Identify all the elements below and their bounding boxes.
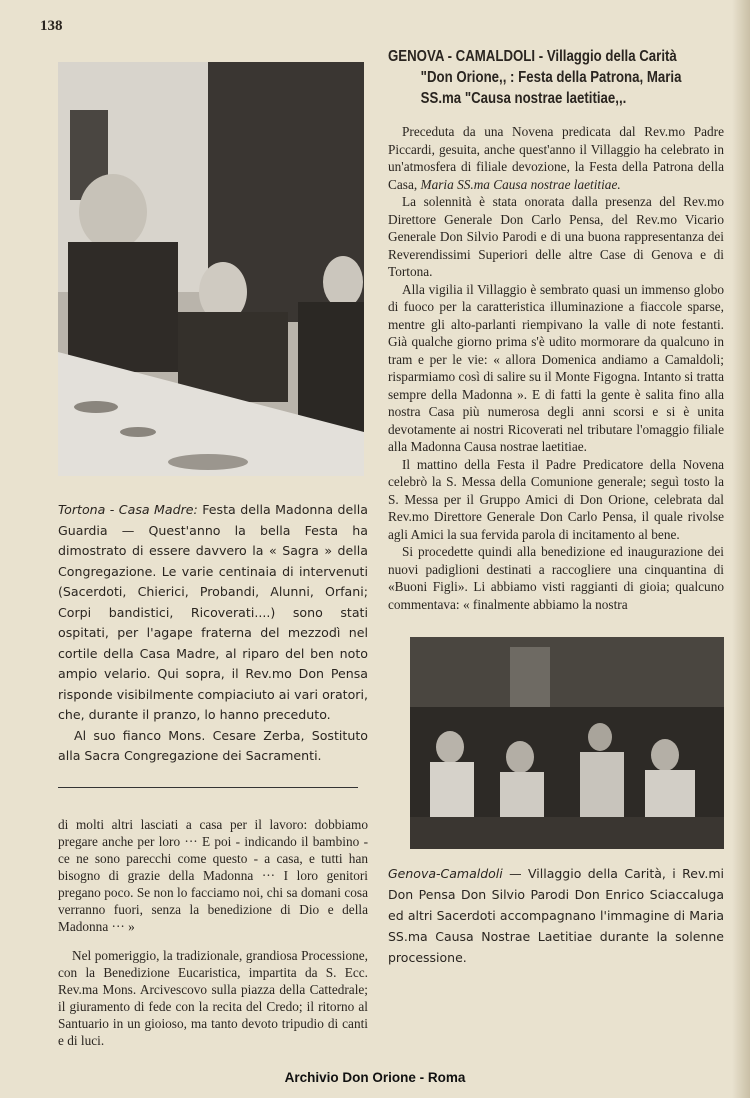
body-paragraph-1: Preceduta da una Novena predicata dal Rev.mo Padre Piccardi, gesuita, anche quest'anno il Villaggio ha celebrato in un'atmosfera di filiale devozione, la Festa della Patrona della Casa, <box>388 124 724 192</box>
caption-right-place: Genova-Camaldoli <box>388 866 503 881</box>
caption-text: Festa della Madonna della Guardia — Quest'anno la bella Festa ha dimostrato di essere davvero la « Sagra » della Congregazione. Le varie centinaia di intervenuti (Sacerdoti, Chierici, Probandi, Alunni, Orfani; Corpi bandistici, Ricoverati....) sono stati ospitati, per l'agape fraterna del mezzodì nel cortile della Casa Madre, al riparo del ben noto ampio velario. Qui sopra, il Rev.mo Don Pensa risponde visibilmente compiaciuto ai vari oratori, che, durante il pranzo, lo hanno preceduto. <box>58 502 368 722</box>
left-body-text <box>58 816 368 935</box>
body-paragraph-4: Il mattino della Festa il Padre Predicatore della Novena celebrò la S. Messa della Comunione generale; seguì tosto la S. Messa per il Gruppo Amici di Don Orione, celebrata dal Rev.mo Direttore Generale Don Carlo Pensa, il quale rivolse agli Amici la sua fervida parola di incitamento al bene. <box>388 456 724 542</box>
left-body-paragraph-1: di molti altri lasciati a casa per il lavoro: dobbiamo pregare anche per loro ··· E poi - indicando il bambino - ce ne sono parecchi come questo - a casa, e tutti han bisogno di grazie della Madonna ··· I loro genitori pregano poco. Se non lo facciamo noi, chi sa domani cosa verranno fuori, senza la benedizione di Dio e della Madonna ··· » <box>58 816 368 934</box>
body-paragraph-5: Si procedette quindi alla benedizione ed inaugurazione dei nuovi padiglioni destinati a raccogliere una cinquantina di «Buoni Figli». Li abbiamo visti raggianti di gioia; qualcuno commentava: « finalmente abbiamo la nostra <box>388 544 724 612</box>
title-line-1: GENOVA - CAMALDOLI - Villaggio della Carità <box>388 48 677 65</box>
left-photo-caption <box>58 500 368 767</box>
left-body-text-2 <box>58 947 368 1049</box>
banquet-photo-illustration <box>58 62 364 476</box>
article-body <box>388 123 724 613</box>
caption-right-text: — Villaggio della Carità, i Rev.mi Don Pensa Don Silvio Parodi Don Enrico Sciaccaluga ed altri Sacerdoti accompagnano l'immagine di Maria SS.ma Causa Nostrae Laetitiae durante la solenne processione. <box>388 866 724 965</box>
right-column <box>388 46 724 968</box>
procession-photo <box>410 637 724 849</box>
caption-text-2: Al suo fianco Mons. Cesare Zerba, Sostituto alla Sacra Congregazione dei Sacramenti. <box>58 727 368 763</box>
banquet-photo <box>58 62 364 476</box>
body-paragraph-2: La solennità è stata onorata dalla presenza del Rev.mo Direttore Generale Don Carlo Pensa, del Rev.mo Vicario Generale Don Silvio Parodi e di una buona rappresentanza dei Reverendissimi Superiori delle altre Case di Genova e di Tortona. <box>388 194 724 279</box>
title-line-2: "Don Orione,, : Festa della Patrona, Maria <box>420 69 682 86</box>
page-edge <box>732 0 750 1098</box>
procession-photo-illustration <box>410 637 724 849</box>
column-divider <box>58 787 358 788</box>
archive-footer: Archivio Don Orione - Roma <box>284 1070 466 1085</box>
body-paragraph-1-italic: Maria SS.ma Causa nostrae laetitiae. <box>420 176 621 192</box>
left-body-paragraph-2: Nel pomeriggio, la tradizionale, grandiosa Processione, con la Benedizione Eucaristica, impartita da S. Ecc. Rev.ma Mons. Arcivescovo sulla piazza della Cattedrale; il giuramento di fede con la recita del Credo; il ritorno al Santuario in un gioioso, ma tanto devoto tripudio di canti e di luci. <box>58 947 368 1048</box>
body-paragraph-3: Alla vigilia il Villaggio è sembrato quasi un immenso globo di fuoco per la caratteristica illuminazione a fiaccole sparse, mentre gli alto-parlanti riempivano la valle di note festanti. Già qualche giorno prima s'è udito mormorare da qualcuno in tram e per le vie: « allora Domenica andiamo a Camaldoli; risparmiamo così di salire su il Monte Figogna. Intanto si tratta sempre della Madonna ». E di fatti la gente è salita fino alla nostra Casa più numerosa degli anni scorsi e si è unita devotamente ai nostri Ricoverati nel tributare l'omaggio filiale alla Madonna Causa nostrae laetitiae. <box>388 281 724 454</box>
page-number: 138 <box>40 18 63 34</box>
left-column <box>58 62 368 1059</box>
title-line-3: SS.ma "Causa nostrae laetitiae,,. <box>420 90 627 107</box>
article-title <box>388 46 723 109</box>
right-photo-caption <box>388 863 724 968</box>
caption-place: Tortona - Casa Madre: <box>58 502 198 517</box>
